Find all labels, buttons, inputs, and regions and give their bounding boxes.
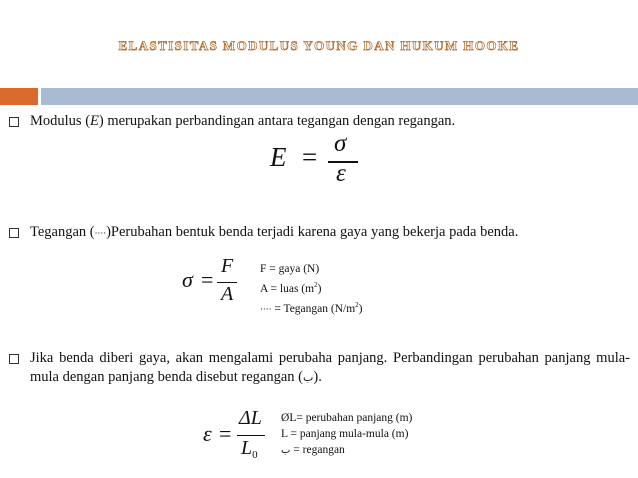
legend3-perubahan: L= perubahan panjang (m) xyxy=(289,412,413,424)
modulus-text-post: ) merupakan perbandingan antara tegangan dengan regangan. xyxy=(98,113,456,129)
legend2-luas-pre: A = luas (m xyxy=(260,282,315,295)
formula3-lhs: ε xyxy=(203,421,212,446)
formula1-numerator: σ xyxy=(334,130,347,157)
bullet-text-tegangan xyxy=(30,223,630,244)
bullet-icon xyxy=(9,117,19,127)
legend3-line-mula: L = panjang mula-mula (m) xyxy=(281,428,409,440)
legend2-line-gaya: F = gaya (N) xyxy=(260,263,320,275)
legend2-glyph: ···· xyxy=(260,304,272,315)
legend3-regangan: = regangan xyxy=(290,444,345,456)
legend3-glyph1: Ø xyxy=(281,412,290,424)
legend-tegangan xyxy=(260,261,480,318)
legend2-tegangan-sup: 2 xyxy=(355,300,359,309)
tegangan-lead: Tegangan ( xyxy=(30,224,95,240)
accent-bar-orange xyxy=(0,88,38,105)
legend2-line-tegangan xyxy=(260,297,480,318)
legend-regangan xyxy=(281,410,501,459)
legend2-luas-sup: 2 xyxy=(314,281,318,289)
tegangan-rest: )Perubahan bentuk benda terjadi karena gaya yang bekerja pada benda. xyxy=(106,224,519,240)
legend3-line-perubahan xyxy=(281,410,501,426)
formula3-denominator xyxy=(241,437,258,461)
legend2-tegangan-pre: = Tegangan (N/m xyxy=(271,302,356,315)
formula3-den-var: L xyxy=(241,437,253,459)
formula2-lhs: σ xyxy=(182,267,193,292)
modulus-text-pre: Modulus ( xyxy=(30,113,91,129)
formula1-eq: = xyxy=(302,142,318,172)
bullet-text-regangan xyxy=(30,349,630,387)
formula3-numerator: ΔL xyxy=(239,407,262,429)
regangan-glyph: ب xyxy=(303,371,314,384)
formula3-den-sub: 0 xyxy=(252,449,258,461)
bullet-icon xyxy=(9,354,19,364)
bullet-text-modulus xyxy=(30,112,630,131)
formula2-eq: = xyxy=(201,267,214,292)
slide-title: ELASTISITAS MODULUS YOUNG DAN HUKUM HOOKE xyxy=(118,38,520,53)
formula2-denominator: A xyxy=(221,283,234,305)
tegangan-glyph: ···· xyxy=(94,229,107,239)
regangan-text: Jika benda diberi gaya, akan mengalami perubaha panjang. Perbandingan perubahan panjang mula-mula dengan panjang benda disebut regangan ( xyxy=(30,350,630,385)
bullet-icon xyxy=(9,228,19,238)
formula1-lhs: E xyxy=(270,142,287,172)
formula3-fraction-line xyxy=(237,435,265,436)
formula1-denominator: ε xyxy=(336,160,346,187)
modulus-var: E xyxy=(90,113,99,129)
legend2-luas-post: ) xyxy=(317,282,322,295)
accent-bar-blue xyxy=(41,88,638,105)
legend3-line-regangan xyxy=(281,442,501,459)
legend3-glyph2: ب xyxy=(281,445,291,456)
regangan-end: ). xyxy=(313,369,322,385)
formula2-numerator: F xyxy=(221,255,234,277)
formula3-eq: = xyxy=(219,421,232,446)
legend2-tegangan-post: ) xyxy=(358,302,363,315)
legend2-line-luas xyxy=(260,277,480,297)
